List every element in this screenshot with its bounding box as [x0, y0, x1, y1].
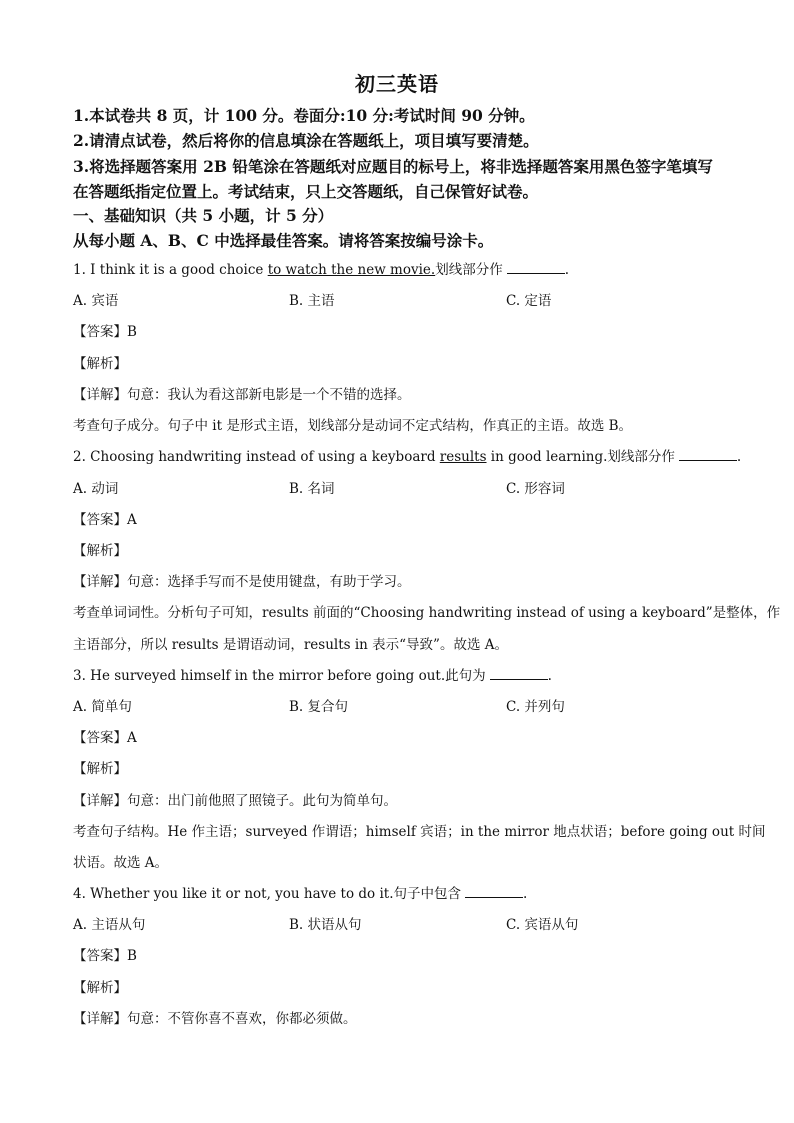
- q2-detail: 【详解】句意：选择手写而不是使用键盘，有助于学习。: [73, 574, 411, 590]
- section-direction: 从每小题 A、B、C 中选择最佳答案。请将答案按编号涂卡。: [73, 231, 494, 250]
- q1-detail: 【详解】句意：我认为看这部新电影是一个不错的选择。: [73, 387, 411, 403]
- q3-explain-1: 考查句子结构。He 作主语；surveyed 作谓语；himself 宾语；in the mirror 地点状语；before going out 时间: [73, 824, 766, 840]
- q1-option-c: C. 定语: [506, 293, 552, 309]
- q2-option-a: A. 动词: [73, 481, 119, 497]
- q2-option-b: B. 名词: [289, 481, 335, 497]
- question-2-underlined: results: [439, 449, 487, 465]
- q1-explain-1: 考查句子成分。句子中 it 是形式主语，划线部分是动词不定式结构，作真正的主语。故选 B。: [73, 418, 633, 434]
- section-heading: 一、基础知识（共 5 小题，计 5 分）: [73, 206, 334, 225]
- q3-analysis-label: 【解析】: [73, 761, 127, 777]
- q3-answer: 【答案】A: [73, 730, 137, 746]
- q2-analysis-label: 【解析】: [73, 543, 127, 559]
- instruction-1: 1.本试卷共 8 页，计 100 分。卷面分:10 分:考试时间 90 分钟。: [73, 106, 535, 125]
- answer-blank: [507, 261, 565, 274]
- q4-answer: 【答案】B: [73, 948, 137, 964]
- q2-option-c: C. 形容词: [506, 481, 565, 497]
- instruction-3: 3.将选择题答案用 2B 铅笔涂在答题纸对应题目的标号上，将非选择题答案用黑色签字笔填写: [73, 157, 713, 176]
- q4-option-a: A. 主语从句: [73, 917, 146, 933]
- q1-option-a: A. 宾语: [73, 293, 119, 309]
- q1-answer-value: B: [127, 324, 137, 340]
- instruction-2: 2.请清点试卷，然后将你的信息填涂在答题纸上，项目填写要清楚。: [73, 131, 539, 150]
- q3-option-a: A. 简单句: [73, 699, 132, 715]
- q4-option-c: C. 宾语从句: [506, 917, 579, 933]
- answer-blank: [679, 448, 737, 461]
- q3-option-b: B. 复合句: [289, 699, 349, 715]
- question-4-stem: 4. Whether you like it or not, you have to do it.句子中包含 .: [73, 886, 528, 902]
- question-1-underlined: to watch the new movie.: [267, 262, 436, 278]
- q3-detail: 【详解】句意：出门前他照了照镜子。此句为简单句。: [73, 793, 397, 809]
- question-1-prompt: 划线部分作: [435, 262, 503, 278]
- q4-detail: 【详解】句意：不管你喜不喜欢，你都必须做。: [73, 1011, 357, 1027]
- q2-answer: 【答案】A: [73, 512, 137, 528]
- instruction-3-cont: 在答题纸指定位置上。考试结束，只上交答题纸，自己保管好试卷。: [73, 182, 539, 201]
- q2-explain-2: 主语部分，所以 results 是谓语动词，results in 表示“导致”。故选 A。: [73, 637, 508, 653]
- answer-blank: [490, 667, 548, 680]
- q3-explain-2: 状语。故选 A。: [73, 855, 169, 871]
- q3-option-c: C. 并列句: [506, 699, 565, 715]
- question-3-stem: 3. He surveyed himself in the mirror before going out.此句为 .: [73, 668, 552, 684]
- q1-answer: 【答案】B: [73, 324, 137, 340]
- question-2-stem: 2. Choosing handwriting instead of using a keyboard results in good learning.划线部分作 .: [73, 449, 742, 465]
- q4-option-b: B. 状语从句: [289, 917, 362, 933]
- question-1-stem: 1. I think it is a good choice to watch the new movie.划线部分作 .: [73, 262, 569, 278]
- page-title: 初三英语: [355, 72, 439, 96]
- answer-blank: [465, 885, 523, 898]
- question-1-text: 1. I think it is a good choice: [73, 262, 268, 278]
- q1-option-b: B. 主语: [289, 293, 335, 309]
- q4-analysis-label: 【解析】: [73, 980, 127, 996]
- q2-explain-1: 考查单词词性。分析句子可知，results 前面的“Choosing handwriting instead of using a keyboard”是整体，作: [73, 605, 781, 621]
- q1-analysis-label: 【解析】: [73, 356, 127, 372]
